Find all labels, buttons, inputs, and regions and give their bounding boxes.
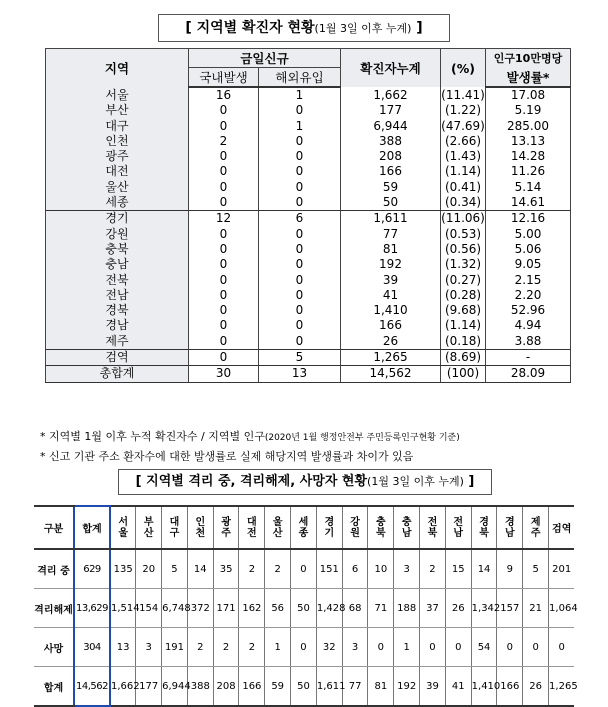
status-header-1: 합계 [74,506,110,549]
status-header-4: 대구 [162,506,188,549]
status-header-10: 경기 [316,506,342,549]
status-cell: 191 [162,628,188,667]
cell-overseas: 0 [259,149,341,164]
status-cell: 5 [523,549,549,589]
cell-overseas: 0 [259,257,341,272]
cell-rate: 4.94 [486,318,571,333]
table-row [46,257,571,272]
status-header-6: 광주 [213,506,239,549]
cell-percent: (100) [441,366,486,382]
status-cell: 0 [445,628,471,667]
status-cell: 59 [265,667,291,707]
table-row [46,134,571,149]
cell-cumulative: 166 [341,164,441,179]
status-cell: 0 [497,628,523,667]
cell-percent: (0.56) [441,242,486,257]
status-row-label: 사망 [34,628,74,667]
status-cell: 5 [162,549,188,589]
cell-overseas: 0 [259,273,341,288]
cell-percent: (0.18) [441,334,486,350]
cell-cumulative: 77 [341,227,441,242]
cell-cumulative: 1,662 [341,87,441,103]
status-cell: 0 [291,628,317,667]
status-cell: 304 [74,628,110,667]
cell-region: 강원 [46,227,189,242]
status-header-18: 제주 [523,506,549,549]
cell-region: 울산 [46,180,189,195]
cell-domestic: 0 [189,257,259,272]
status-header-5: 인천 [187,506,213,549]
status-cell: 166 [239,667,265,707]
cell-percent: (0.53) [441,227,486,242]
status-cell: 1,662 [110,667,136,707]
cell-overseas: 0 [259,288,341,303]
cell-rate: 11.26 [486,164,571,179]
status-cell: 3 [136,628,162,667]
status-cell: 0 [523,628,549,667]
status-cell: 50 [291,667,317,707]
status-cell: 71 [368,589,394,628]
cell-overseas: 0 [259,334,341,350]
cell-cumulative: 26 [341,334,441,350]
header-rate-bottom: 발생률* [486,68,571,88]
status-cell: 56 [265,589,291,628]
cell-domestic: 0 [189,119,259,134]
table2-title-sub: (1월 3일 이후 누계) [367,475,464,488]
cell-cumulative: 81 [341,242,441,257]
note-2: * 신고 기관 주소 환자수에 대한 발생률로 실제 해당지역 발생률과 차이가 있음 [40,450,414,463]
cell-percent: (1.43) [441,149,486,164]
status-cell: 208 [213,667,239,707]
cell-region: 부산 [46,103,189,118]
status-cell: 6 [342,549,368,589]
table-row [46,119,571,134]
cell-cumulative: 1,410 [341,303,441,318]
cell-domestic: 2 [189,134,259,149]
cell-rate: 5.14 [486,180,571,195]
status-cell: 201 [549,549,575,589]
table2-title-close: ] [463,474,475,489]
status-header-12: 충북 [368,506,394,549]
header-today-new: 금일신규 [189,49,341,68]
status-cell: 188 [394,589,420,628]
regional-status-table [34,505,578,707]
status-cell: 157 [497,589,523,628]
cell-rate: 2.20 [486,288,571,303]
header-region: 지역 [46,49,189,88]
cell-cumulative: 1,265 [341,350,441,366]
status-cell: 1 [394,628,420,667]
cell-overseas: 0 [259,227,341,242]
table-row [46,211,571,227]
status-header-0: 구분 [34,506,74,549]
cell-percent: (0.34) [441,195,486,211]
status-cell: 1,428 [316,589,342,628]
table-row [46,87,571,103]
status-cell: 20 [136,549,162,589]
cell-region: 전북 [46,273,189,288]
table-row [46,318,571,333]
status-row-label: 격리 중 [34,549,74,589]
status-cell: 2 [187,628,213,667]
cell-rate: 52.96 [486,303,571,318]
table-row [46,242,571,257]
cell-domestic: 0 [189,242,259,257]
cell-rate: 9.05 [486,257,571,272]
cell-percent: (11.41) [441,87,485,102]
status-cell: 2 [239,549,265,589]
cell-region: 경기 [46,211,189,227]
cell-domestic: 0 [189,273,259,288]
status-header-8: 울산 [265,506,291,549]
cell-percent: (11.06) [441,211,485,226]
status-cell: 15 [445,549,471,589]
status-cell: 13 [110,628,136,667]
table-row [46,149,571,164]
cell-percent: (0.27) [441,273,486,288]
cell-region: 총합계 [46,366,189,382]
table1-title [158,14,450,42]
status-header-16: 경북 [471,506,497,549]
table-row [46,288,571,303]
cell-region: 경북 [46,303,189,318]
status-cell: 177 [136,667,162,707]
status-header-19: 검역 [549,506,575,549]
cell-overseas: 0 [259,180,341,195]
status-cell: 135 [110,549,136,589]
status-cell: 1 [265,628,291,667]
table-row [46,303,571,318]
status-cell: 1,514 [110,589,136,628]
status-header-13: 충남 [394,506,420,549]
cell-percent: (47.69) [441,118,485,133]
regional-confirmed-table [45,48,571,383]
status-cell: 39 [420,667,446,707]
cell-percent: (0.28) [441,288,486,303]
cell-region: 대전 [46,164,189,179]
status-cell: 154 [136,589,162,628]
cell-region: 전남 [46,288,189,303]
header-cumulative: 확진자누계 [341,49,441,88]
cell-overseas: 0 [259,195,341,211]
status-row [34,628,574,667]
cell-percent: (9.68) [441,303,486,318]
cell-overseas: 0 [259,318,341,333]
status-cell: 2 [239,628,265,667]
note-1-main: * 지역별 1월 이후 누적 확진자수 / 지역별 인구 [40,430,265,443]
status-header-9: 세종 [291,506,317,549]
status-cell: 10 [368,549,394,589]
table1-title-sub: (1월 3일 이후 누계) [314,22,412,35]
status-cell: 6,944 [162,667,188,707]
status-cell: 6,748 [162,589,188,628]
cell-domestic: 0 [189,334,259,350]
cell-percent: (1.22) [441,103,486,118]
cell-percent: (8.69) [441,350,486,366]
cell-overseas: 1 [259,119,341,134]
table-row [46,164,571,179]
cell-rate: 5.19 [486,103,571,118]
cell-cumulative: 388 [341,134,441,149]
status-cell: 1,410 [471,667,497,707]
cell-region: 대구 [46,119,189,134]
table-row [46,227,571,242]
cell-domestic: 0 [189,149,259,164]
header-percent: (%) [441,49,486,88]
cell-percent: (0.41) [441,180,486,195]
status-cell: 32 [316,628,342,667]
status-cell: 9 [497,549,523,589]
cell-rate: 5.00 [486,227,571,242]
status-cell: 0 [549,628,575,667]
cell-domestic: 0 [189,350,259,366]
cell-rate: 12.16 [486,211,571,227]
cell-region: 충남 [46,257,189,272]
table2-title-main: [ 지역별 격리 중, 격리해제, 사망자 현황 [135,474,368,489]
cell-overseas: 13 [259,366,341,382]
header-overseas: 해외유입 [259,68,341,88]
status-cell: 41 [445,667,471,707]
cell-overseas: 0 [259,164,341,179]
status-cell: 21 [523,589,549,628]
cell-cumulative: 166 [341,318,441,333]
status-cell: 192 [394,667,420,707]
cell-region: 충북 [46,242,189,257]
cell-domestic: 0 [189,195,259,211]
table-row [46,180,571,195]
cell-overseas: 5 [259,350,341,366]
table-row [46,273,571,288]
status-cell: 35 [213,549,239,589]
status-cell: 37 [420,589,446,628]
status-header-11: 강원 [342,506,368,549]
cell-rate: 17.08 [486,87,571,103]
status-cell: 1,342 [471,589,497,628]
status-cell: 14 [187,549,213,589]
status-cell: 2 [265,549,291,589]
status-header-14: 전북 [420,506,446,549]
status-cell: 2 [213,628,239,667]
status-cell: 3 [394,549,420,589]
status-cell: 629 [74,549,110,589]
cell-rate: 285.00 [486,119,571,134]
status-cell: 26 [445,589,471,628]
cell-rate: 5.06 [486,242,571,257]
note-1-small: (2020년 1월 행정안전부 주민등록인구현황 기준) [264,433,460,443]
status-cell: 81 [368,667,394,707]
status-cell: 388 [187,667,213,707]
cell-domestic: 0 [189,303,259,318]
status-cell: 3 [342,628,368,667]
note-1 [40,428,460,444]
status-cell: 1,064 [549,589,575,628]
cell-percent: (1.32) [441,257,486,272]
cell-percent: (2.66) [441,134,486,149]
cell-domestic: 0 [189,318,259,333]
table-row [46,350,571,366]
cell-cumulative: 208 [341,149,441,164]
cell-cumulative: 41 [341,288,441,303]
cell-percent: (1.14) [441,164,486,179]
table1-title-close: ] [411,20,423,36]
status-header-17: 경남 [497,506,523,549]
status-cell: 54 [471,628,497,667]
cell-overseas: 0 [259,303,341,318]
cell-rate: - [486,350,571,366]
status-cell: 0 [291,549,317,589]
status-cell: 171 [213,589,239,628]
cell-domestic: 0 [189,227,259,242]
cell-cumulative: 192 [341,257,441,272]
cell-cumulative: 39 [341,273,441,288]
cell-rate: 28.09 [486,366,571,382]
cell-cumulative: 59 [341,180,441,195]
status-cell: 151 [316,549,342,589]
cell-overseas: 1 [259,87,341,103]
cell-overseas: 6 [259,211,341,227]
cell-cumulative: 1,611 [341,211,441,227]
table-row [46,103,571,118]
cell-region: 인천 [46,134,189,149]
status-row [34,589,574,628]
cell-rate: 14.28 [486,149,571,164]
cell-overseas: 0 [259,242,341,257]
cell-region: 경남 [46,318,189,333]
table-row [46,366,571,382]
cell-region: 검역 [46,350,189,366]
header-domestic: 국내발생 [189,68,259,88]
cell-cumulative: 6,944 [341,119,441,134]
status-header-7: 대전 [239,506,265,549]
cell-domestic: 0 [189,180,259,195]
cell-region: 세종 [46,195,189,211]
status-cell: 372 [187,589,213,628]
status-cell: 14,562 [74,667,110,707]
table-row [46,195,571,211]
status-cell: 26 [523,667,549,707]
status-cell: 166 [497,667,523,707]
cell-rate: 13.13 [486,134,571,149]
table-row [46,334,571,350]
status-row [34,667,574,707]
cell-percent: (1.14) [441,318,486,333]
status-row-label: 격리해제 [34,589,74,628]
cell-cumulative: 177 [341,103,441,118]
header-rate-top: 인구10만명당 [486,49,571,68]
cell-rate: 3.88 [486,334,571,350]
status-cell: 1,265 [549,667,575,707]
cell-domestic: 12 [189,211,259,227]
table1-title-main: [ 지역별 확진자 현황 [185,20,315,36]
status-row [34,549,574,589]
cell-domestic: 30 [189,366,259,382]
status-cell: 0 [368,628,394,667]
cell-domestic: 0 [189,164,259,179]
cell-domestic: 16 [189,87,259,103]
status-cell: 2 [420,549,446,589]
status-cell: 14 [471,549,497,589]
cell-rate: 14.61 [486,195,571,211]
cell-region: 서울 [46,87,189,103]
status-cell: 162 [239,589,265,628]
cell-domestic: 0 [189,103,259,118]
status-header-15: 전남 [445,506,471,549]
cell-region: 제주 [46,334,189,350]
cell-cumulative: 50 [341,195,441,211]
cell-cumulative: 14,562 [341,366,441,382]
cell-overseas: 0 [259,134,341,149]
status-cell: 13,629 [74,589,110,628]
status-cell: 77 [342,667,368,707]
cell-region: 광주 [46,149,189,164]
cell-domestic: 0 [189,288,259,303]
status-cell: 0 [420,628,446,667]
cell-rate: 2.15 [486,273,571,288]
status-cell: 50 [291,589,317,628]
cell-overseas: 0 [259,103,341,118]
status-row-label: 합계 [34,667,74,707]
status-header-2: 서울 [110,506,136,549]
table2-title [118,469,492,495]
status-cell: 68 [342,589,368,628]
status-cell: 1,611 [316,667,342,707]
status-header-3: 부산 [136,506,162,549]
